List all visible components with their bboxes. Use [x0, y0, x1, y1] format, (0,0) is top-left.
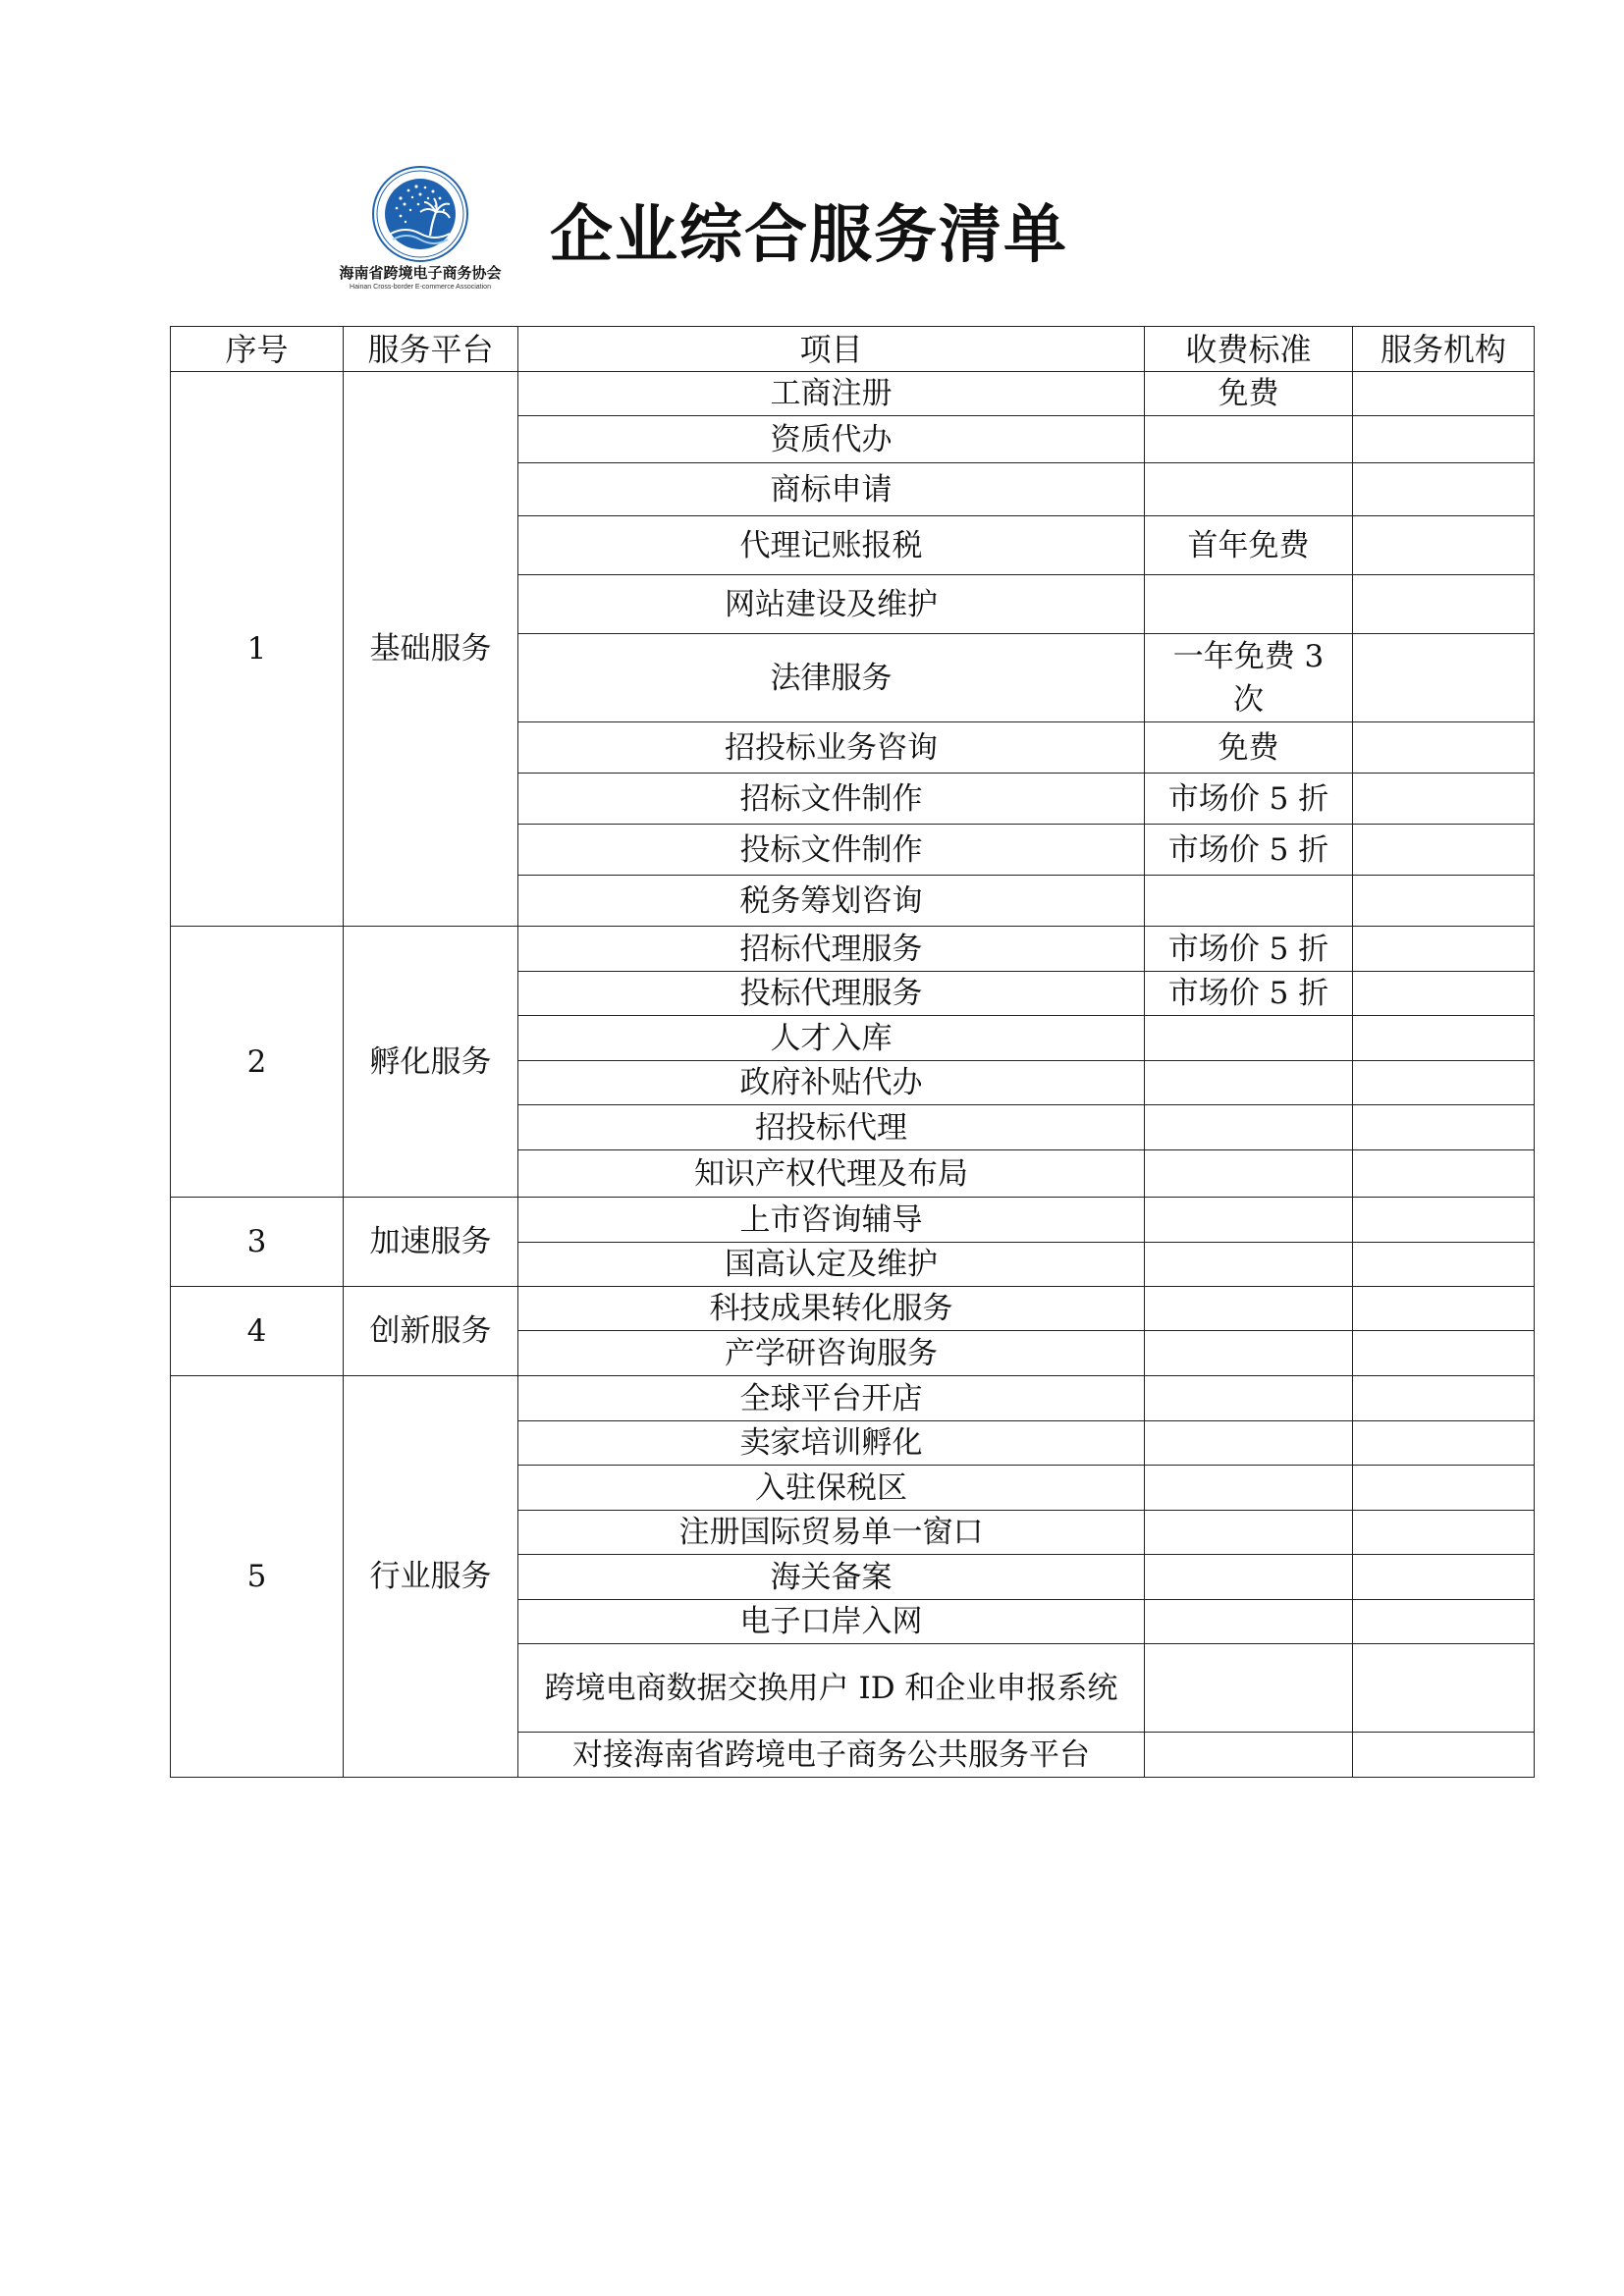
service-item: 注册国际贸易单一窗口 [518, 1511, 1145, 1555]
service-org [1353, 1331, 1535, 1376]
service-item: 电子口岸入网 [518, 1600, 1145, 1644]
service-org [1353, 1061, 1535, 1105]
fee-standard: 免费 [1145, 722, 1353, 774]
group-platform: 孵化服务 [344, 927, 518, 1198]
group-number: 4 [171, 1287, 344, 1376]
header-fee: 收费标准 [1145, 327, 1353, 372]
fee-standard [1145, 1016, 1353, 1061]
service-org [1353, 1555, 1535, 1600]
service-item: 对接海南省跨境电子商务公共服务平台 [518, 1733, 1145, 1778]
group-number: 1 [171, 372, 344, 927]
service-item: 投标代理服务 [518, 972, 1145, 1016]
service-org [1353, 1150, 1535, 1198]
header-platform: 服务平台 [344, 327, 518, 372]
service-org [1353, 634, 1535, 722]
group-platform: 加速服务 [344, 1198, 518, 1287]
service-item: 工商注册 [518, 372, 1145, 416]
service-item: 代理记账报税 [518, 516, 1145, 575]
fee-standard [1145, 1105, 1353, 1150]
service-org [1353, 1644, 1535, 1733]
fee-standard: 一年免费 3 次 [1145, 634, 1353, 722]
page-title: 企业综合服务清单 [550, 199, 1068, 272]
fee-standard [1145, 463, 1353, 516]
group-number: 5 [171, 1376, 344, 1778]
service-item: 上市咨询辅导 [518, 1198, 1145, 1243]
service-item: 入驻保税区 [518, 1466, 1145, 1511]
service-org [1353, 876, 1535, 927]
logo-name-en: Hainan Cross-border E-commerce Association [350, 284, 491, 291]
service-item: 产学研咨询服务 [518, 1331, 1145, 1376]
service-org [1353, 722, 1535, 774]
table-row [171, 1376, 1535, 1421]
service-item: 海关备案 [518, 1555, 1145, 1600]
fee-standard: 市场价 5 折 [1145, 972, 1353, 1016]
fee-standard [1145, 1555, 1353, 1600]
service-org [1353, 1600, 1535, 1644]
fee-standard: 市场价 5 折 [1145, 825, 1353, 876]
service-org [1353, 825, 1535, 876]
service-org [1353, 972, 1535, 1016]
table-row [171, 1198, 1535, 1243]
service-item: 资质代办 [518, 416, 1145, 463]
service-org [1353, 1511, 1535, 1555]
header-item: 项目 [518, 327, 1145, 372]
service-item: 招投标代理 [518, 1105, 1145, 1150]
logo-name-cn: 海南省跨境电子商务协会 [339, 264, 502, 282]
service-org [1353, 372, 1535, 416]
service-item: 知识产权代理及布局 [518, 1150, 1145, 1198]
service-item: 国高认定及维护 [518, 1243, 1145, 1287]
service-org [1353, 575, 1535, 634]
fee-standard [1145, 1061, 1353, 1105]
association-logo [332, 165, 509, 294]
service-table [170, 326, 1535, 1778]
fee-standard [1145, 1198, 1353, 1243]
fee-standard [1145, 1644, 1353, 1733]
table-row [171, 1287, 1535, 1331]
service-item: 招投标业务咨询 [518, 722, 1145, 774]
fee-standard [1145, 1733, 1353, 1778]
table-row [171, 927, 1535, 972]
service-org [1353, 927, 1535, 972]
service-item: 招标代理服务 [518, 927, 1145, 972]
service-item: 科技成果转化服务 [518, 1287, 1145, 1331]
service-org [1353, 1016, 1535, 1061]
group-platform: 基础服务 [344, 372, 518, 927]
header-no: 序号 [171, 327, 344, 372]
fee-standard: 免费 [1145, 372, 1353, 416]
group-platform: 创新服务 [344, 1287, 518, 1376]
table-header-row [171, 327, 1535, 372]
service-org [1353, 1198, 1535, 1243]
service-org [1353, 463, 1535, 516]
fee-standard [1145, 1421, 1353, 1466]
fee-standard [1145, 575, 1353, 634]
fee-standard [1145, 1243, 1353, 1287]
header-org: 服务机构 [1353, 327, 1535, 372]
service-item: 卖家培训孵化 [518, 1421, 1145, 1466]
fee-standard [1145, 416, 1353, 463]
table-row [171, 372, 1535, 416]
service-org [1353, 416, 1535, 463]
service-org [1353, 1733, 1535, 1778]
service-item: 网站建设及维护 [518, 575, 1145, 634]
service-item: 跨境电商数据交换用户 ID 和企业申报系统 [518, 1644, 1145, 1733]
group-number: 2 [171, 927, 344, 1198]
fee-standard [1145, 1466, 1353, 1511]
fee-standard [1145, 1331, 1353, 1376]
group-number: 3 [171, 1198, 344, 1287]
fee-standard [1145, 1287, 1353, 1331]
fee-standard [1145, 1511, 1353, 1555]
service-org [1353, 1466, 1535, 1511]
service-org [1353, 1105, 1535, 1150]
fee-standard: 市场价 5 折 [1145, 774, 1353, 825]
service-item: 税务筹划咨询 [518, 876, 1145, 927]
service-org [1353, 774, 1535, 825]
group-platform: 行业服务 [344, 1376, 518, 1778]
service-org [1353, 1287, 1535, 1331]
service-item: 人才入库 [518, 1016, 1145, 1061]
fee-standard [1145, 1150, 1353, 1198]
service-org [1353, 1243, 1535, 1287]
service-item: 政府补贴代办 [518, 1061, 1145, 1105]
service-org [1353, 1421, 1535, 1466]
fee-standard: 市场价 5 折 [1145, 927, 1353, 972]
service-item: 投标文件制作 [518, 825, 1145, 876]
service-item: 招标文件制作 [518, 774, 1145, 825]
service-org [1353, 1376, 1535, 1421]
service-org [1353, 516, 1535, 575]
globe-palm-emblem-icon [371, 165, 469, 263]
fee-standard [1145, 876, 1353, 927]
fee-standard: 首年免费 [1145, 516, 1353, 575]
service-item: 法律服务 [518, 634, 1145, 722]
service-item: 商标申请 [518, 463, 1145, 516]
fee-standard [1145, 1600, 1353, 1644]
service-item: 全球平台开店 [518, 1376, 1145, 1421]
fee-standard [1145, 1376, 1353, 1421]
